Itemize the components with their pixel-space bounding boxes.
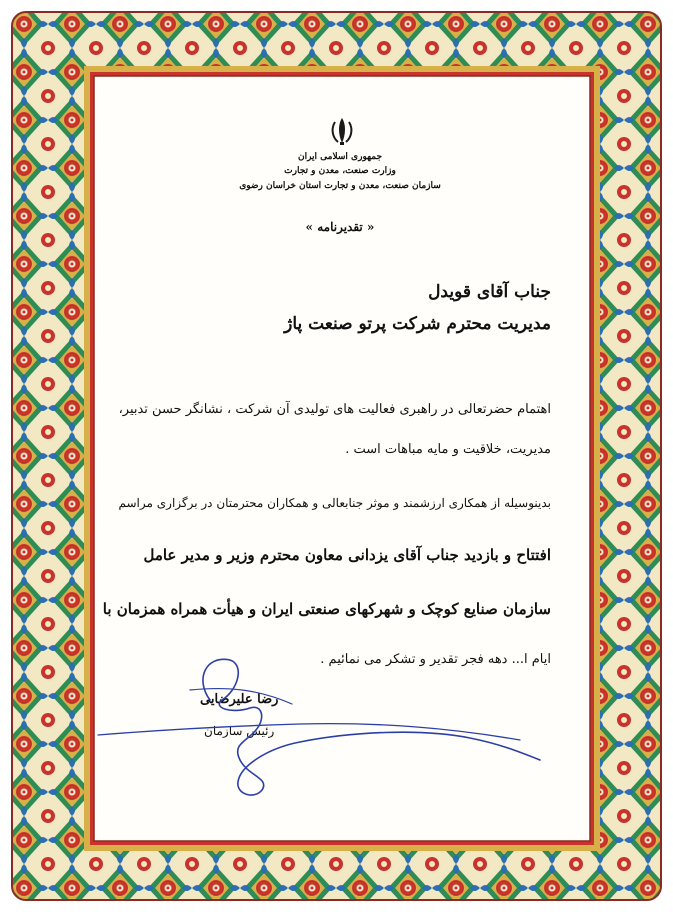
organization-name: سازمان صنعت، معدن و تجارت استان خراسان رضوی: [239, 181, 441, 191]
emblem-icon: [329, 116, 355, 146]
document-title: « تقدیرنامه »: [305, 220, 375, 234]
body-line-3: بدینوسیله از همکاری ارزشمند و موثر جنابعالی و همکاران محترمتان در برگزاری مراسم: [118, 496, 551, 510]
body-line-5: سازمان صنایع کوچک و شهرکهای صنعتی ایران و هیأت همراه همزمان با: [102, 600, 551, 618]
certificate-paper: [98, 80, 586, 837]
body-line-2: مدیریت، خلاقیت و مایه مباهات است .: [345, 442, 551, 457]
body-line-4: افتتاح و بازدید جناب آقای یزدانی معاون محترم وزیر و مدیر عامل: [143, 546, 551, 564]
recipient-name: جناب آقای قویدل: [428, 282, 551, 302]
signatory-title: رئیس سازمان: [204, 724, 275, 738]
body-line-6: ایام ا... دهه فجر تقدیر و تشکر می نمائیم .: [320, 652, 551, 667]
recipient-company: مدیریت محترم شرکت پرتو صنعت پاژ: [284, 314, 551, 334]
ministry-name: وزارت صنعت، معدن و تجارت: [284, 166, 396, 176]
signatory-name: رضا علیرضایی: [200, 692, 279, 707]
body-line-1: اهتمام حضرتعالی در راهبری فعالیت های تولیدی آن شرکت ، نشانگر حسن تدبیر،: [118, 402, 551, 417]
country-name: جمهوری اسلامی ایران: [297, 152, 383, 162]
